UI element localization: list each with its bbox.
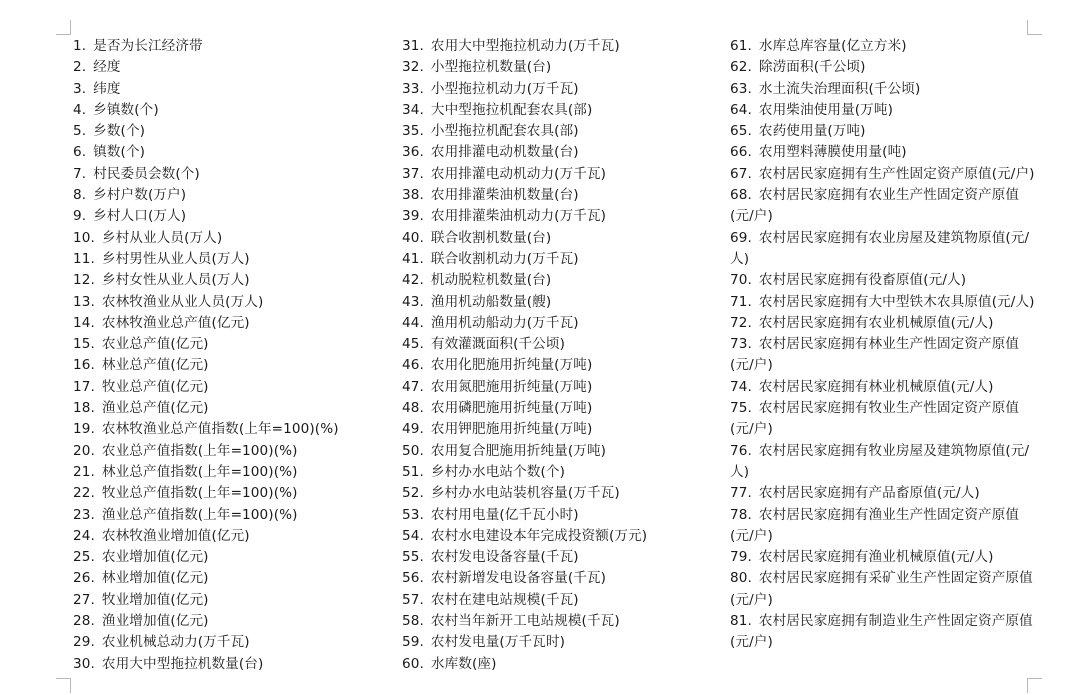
item-label: 农村水电建设本年完成投资额(万元) [430, 527, 648, 544]
item-label: 牧业增加值(亿元) [101, 591, 209, 608]
item-label: 农村用电量(亿千瓦小时) [430, 506, 579, 523]
item-number: 33. [402, 80, 424, 97]
list-item [402, 441, 722, 462]
item-number: 60. [402, 655, 424, 672]
item-label: 乡数(个) [93, 123, 146, 140]
item-number: 16. [73, 357, 95, 374]
list-item [730, 313, 1035, 334]
item-number: 56. [402, 570, 424, 587]
list-item [402, 313, 722, 334]
item-label: 农村当年新开工电站规模(千瓦) [430, 613, 620, 630]
item-label: 有效灌溉面积(千公顷) [430, 336, 565, 353]
item-number: 14. [73, 314, 95, 331]
item-number: 67. [730, 165, 752, 182]
list-item [730, 505, 1035, 548]
item-number: 13. [73, 293, 95, 310]
list-item [402, 121, 722, 142]
item-number: 34. [402, 101, 424, 118]
item-number: 18. [73, 400, 95, 417]
list-item [73, 206, 393, 227]
list-item [730, 483, 1035, 504]
item-number: 52. [402, 485, 424, 502]
list-column-3 [730, 36, 1035, 654]
list-item [402, 568, 722, 589]
item-number: 53. [402, 506, 424, 523]
item-label: 大中型拖拉机配套农具(部) [430, 101, 593, 118]
item-label: 镇数(个) [93, 144, 146, 161]
item-number: 35. [402, 123, 424, 140]
list-item [73, 355, 393, 376]
item-label: 经度 [93, 59, 121, 76]
item-label: 渔用机动船数量(艘) [430, 293, 552, 310]
item-number: 46. [402, 357, 424, 374]
item-number: 32. [402, 59, 424, 76]
item-label: 农村居民家庭拥有农业生产性固定资产原值(元/户) [730, 187, 1020, 225]
item-label: 农用塑料薄膜使用量(吨) [758, 144, 907, 161]
list-item [402, 654, 722, 675]
item-label: 农村居民家庭拥有林业生产性固定资产原值(元/户) [730, 336, 1020, 374]
list-column-2 [402, 36, 722, 675]
item-label: 农用磷肥施用折纯量(万吨) [430, 400, 593, 417]
item-number: 39. [402, 208, 424, 225]
item-label: 渔用机动船动力(万千瓦) [430, 314, 579, 331]
item-number: 65. [730, 123, 752, 140]
item-label: 农用大中型拖拉机动力(万千瓦) [430, 38, 620, 54]
item-number: 12. [73, 272, 95, 289]
item-label: 除涝面积(千公顷) [758, 59, 866, 76]
item-number: 57. [402, 591, 424, 608]
item-label: 牧业总产值指数(上年=100)(%) [101, 485, 298, 502]
item-label: 农村在建电站规模(千瓦) [430, 591, 579, 608]
list-item [73, 164, 393, 185]
item-number: 74. [730, 378, 752, 395]
list-item [402, 292, 722, 313]
item-number: 64. [730, 101, 752, 118]
item-label: 乡村办水电站装机容量(万千瓦) [430, 485, 620, 502]
item-number: 22. [73, 485, 95, 502]
item-label: 林业增加值(亿元) [101, 570, 209, 587]
item-number: 26. [73, 570, 95, 587]
item-number: 30. [73, 655, 95, 672]
item-label: 渔业总产值(亿元) [101, 400, 209, 417]
list-item [73, 292, 393, 313]
item-number: 40. [402, 229, 424, 246]
list-item [730, 185, 1035, 228]
item-label: 农业增加值(亿元) [101, 549, 209, 566]
item-label: 农村居民家庭拥有农业房屋及建筑物原值(元/人) [730, 229, 1030, 267]
list-item [402, 547, 722, 568]
item-label: 乡村从业人员(万人) [101, 229, 223, 246]
item-number: 27. [73, 591, 95, 608]
list-item [73, 57, 393, 78]
list-item [730, 611, 1035, 654]
list-item [402, 79, 722, 100]
item-label: 乡村男性从业人员(万人) [101, 250, 250, 267]
item-label: 水库总库容量(亿立方米) [758, 38, 907, 54]
item-number: 75. [730, 400, 752, 417]
item-number: 3. [73, 80, 87, 97]
item-number: 2. [73, 59, 87, 76]
list-item [730, 377, 1035, 398]
item-label: 村民委员会数(个) [93, 165, 200, 182]
item-number: 51. [402, 463, 424, 480]
item-number: 73. [730, 336, 752, 353]
item-label: 是否为长江经济带 [93, 38, 203, 54]
list-item [402, 419, 722, 440]
item-number: 28. [73, 613, 95, 630]
item-number: 7. [73, 165, 87, 182]
item-label: 农药使用量(万吨) [758, 123, 866, 140]
item-number: 78. [730, 506, 752, 523]
item-number: 1. [73, 38, 87, 54]
item-number: 80. [730, 570, 752, 587]
page-corner-mark-bottom-left [56, 678, 71, 693]
item-label: 牧业总产值(亿元) [101, 378, 209, 395]
item-label: 乡镇数(个) [93, 101, 159, 118]
list-item [73, 547, 393, 568]
item-number: 41. [402, 250, 424, 267]
item-number: 71. [730, 293, 752, 310]
list-item [73, 590, 393, 611]
list-item [730, 441, 1035, 484]
list-item [73, 228, 393, 249]
item-label: 农村居民家庭拥有生产性固定资产原值(元/户) [758, 165, 1035, 182]
list-item [730, 36, 1035, 57]
item-label: 农业总产值指数(上年=100)(%) [101, 442, 298, 459]
list-item [73, 79, 393, 100]
list-item [402, 483, 722, 504]
item-label: 小型拖拉机数量(台) [430, 59, 552, 76]
item-number: 50. [402, 442, 424, 459]
item-label: 农用钾肥施用折纯量(万吨) [430, 421, 593, 438]
list-item [73, 121, 393, 142]
item-label: 农村居民家庭拥有大中型铁木农具原值(元/人) [758, 293, 1035, 310]
item-number: 25. [73, 549, 95, 566]
item-number: 17. [73, 378, 95, 395]
list-item [73, 270, 393, 291]
item-number: 81. [730, 613, 752, 630]
list-item [73, 568, 393, 589]
item-label: 小型拖拉机动力(万千瓦) [430, 80, 579, 97]
item-number: 55. [402, 549, 424, 566]
list-item [402, 611, 722, 632]
item-number: 29. [73, 634, 95, 651]
item-number: 9. [73, 208, 87, 225]
item-label: 农用复合肥施用折纯量(万吨) [430, 442, 607, 459]
item-label: 农林牧渔业总产值(亿元) [101, 314, 250, 331]
list-column-1 [73, 36, 393, 675]
item-number: 19. [73, 421, 95, 438]
list-item [402, 206, 722, 227]
list-item [402, 334, 722, 355]
list-item [402, 398, 722, 419]
item-number: 68. [730, 187, 752, 204]
item-number: 59. [402, 634, 424, 651]
item-label: 机动脱粒机数量(台) [430, 272, 552, 289]
item-label: 农用排灌柴油机动力(万千瓦) [430, 208, 607, 225]
item-number: 6. [73, 144, 87, 161]
item-label: 农林牧渔业总产值指数(上年=100)(%) [101, 421, 339, 438]
list-item [73, 313, 393, 334]
list-item [402, 632, 722, 653]
item-label: 乡村女性从业人员(万人) [101, 272, 250, 289]
item-label: 渔业总产值指数(上年=100)(%) [101, 506, 298, 523]
item-label: 农用大中型拖拉机数量(台) [101, 655, 264, 672]
item-label: 农用排灌柴油机数量(台) [430, 187, 579, 204]
item-number: 44. [402, 314, 424, 331]
list-item [730, 142, 1035, 163]
list-item [402, 36, 722, 57]
list-item [730, 228, 1035, 271]
page-corner-mark-top-right [1027, 20, 1042, 35]
item-label: 农用柴油使用量(万吨) [758, 101, 893, 118]
item-number: 49. [402, 421, 424, 438]
list-item [730, 568, 1035, 611]
list-item [402, 270, 722, 291]
item-label: 农用氮肥施用折纯量(万吨) [430, 378, 593, 395]
list-item [73, 398, 393, 419]
item-label: 联合收割机数量(台) [430, 229, 552, 246]
list-item [402, 185, 722, 206]
page-corner-mark-bottom-right [1027, 678, 1042, 693]
item-label: 纬度 [93, 80, 121, 97]
item-label: 农林牧渔业从业人员(万人) [101, 293, 264, 310]
list-item [402, 505, 722, 526]
item-label: 农用排灌电动机数量(台) [430, 144, 579, 161]
item-label: 农村居民家庭拥有牧业生产性固定资产原值(元/户) [730, 400, 1020, 438]
list-item [73, 142, 393, 163]
item-number: 70. [730, 272, 752, 289]
list-item [730, 547, 1035, 568]
item-number: 61. [730, 38, 752, 54]
page-corner-mark-top-left [56, 20, 71, 35]
item-label: 林业总产值(亿元) [101, 357, 209, 374]
list-item [73, 185, 393, 206]
list-item [402, 355, 722, 376]
list-item [73, 462, 393, 483]
item-label: 水土流失治理面积(千公顷) [758, 80, 921, 97]
item-label: 农村居民家庭拥有渔业机械原值(元/人) [758, 549, 994, 566]
item-number: 20. [73, 442, 95, 459]
item-label: 渔业增加值(亿元) [101, 613, 209, 630]
item-number: 24. [73, 527, 95, 544]
item-number: 66. [730, 144, 752, 161]
list-item [402, 142, 722, 163]
list-item [730, 398, 1035, 441]
item-label: 农村居民家庭拥有林业机械原值(元/人) [758, 378, 994, 395]
item-label: 农用排灌电动机动力(万千瓦) [430, 165, 607, 182]
item-label: 林业总产值指数(上年=100)(%) [101, 463, 298, 480]
list-item [730, 270, 1035, 291]
item-label: 小型拖拉机配套农具(部) [430, 123, 579, 140]
list-item [73, 334, 393, 355]
list-item [73, 100, 393, 121]
item-label: 农村居民家庭拥有渔业生产性固定资产原值(元/户) [730, 506, 1020, 544]
item-number: 76. [730, 442, 752, 459]
list-item [73, 632, 393, 653]
list-item [73, 505, 393, 526]
list-item [402, 377, 722, 398]
list-item [730, 100, 1035, 121]
list-item [730, 121, 1035, 142]
list-item [73, 654, 393, 675]
list-item [730, 79, 1035, 100]
list-item [73, 419, 393, 440]
item-label: 农村发电量(万千瓦时) [430, 634, 565, 651]
item-label: 农村居民家庭拥有采矿业生产性固定资产原值(元/户) [730, 570, 1033, 608]
item-number: 54. [402, 527, 424, 544]
item-label: 农业机械总动力(万千瓦) [101, 634, 250, 651]
list-item [73, 526, 393, 547]
item-number: 58. [402, 613, 424, 630]
item-number: 8. [73, 187, 87, 204]
item-label: 农村居民家庭拥有产品畜原值(元/人) [758, 485, 980, 502]
item-label: 农村新增发电设备容量(千瓦) [430, 570, 607, 587]
item-label: 水库数(座) [430, 655, 497, 672]
item-label: 联合收割机动力(万千瓦) [430, 250, 579, 267]
item-label: 农林牧渔业增加值(亿元) [101, 527, 250, 544]
list-item [402, 526, 722, 547]
item-label: 农村居民家庭拥有制造业生产性固定资产原值(元/户) [730, 613, 1033, 651]
item-number: 36. [402, 144, 424, 161]
list-item [73, 611, 393, 632]
item-number: 79. [730, 549, 752, 566]
list-item [402, 462, 722, 483]
item-number: 10. [73, 229, 95, 246]
item-label: 乡村人口(万人) [93, 208, 187, 225]
item-number: 38. [402, 187, 424, 204]
list-item [402, 590, 722, 611]
list-item [402, 249, 722, 270]
item-number: 47. [402, 378, 424, 395]
item-label: 农村居民家庭拥有役畜原值(元/人) [758, 272, 967, 289]
item-number: 37. [402, 165, 424, 182]
item-number: 72. [730, 314, 752, 331]
item-number: 21. [73, 463, 95, 480]
item-number: 11. [73, 250, 95, 267]
item-label: 农村发电设备容量(千瓦) [430, 549, 579, 566]
item-number: 23. [73, 506, 95, 523]
item-label: 农业总产值(亿元) [101, 336, 209, 353]
item-number: 4. [73, 101, 87, 118]
list-item [402, 228, 722, 249]
list-item [730, 164, 1035, 185]
item-label: 乡村户数(万户) [93, 187, 187, 204]
item-number: 42. [402, 272, 424, 289]
list-item [73, 249, 393, 270]
list-item [402, 57, 722, 78]
item-label: 农用化肥施用折纯量(万吨) [430, 357, 593, 374]
item-number: 31. [402, 38, 424, 54]
item-label: 乡村办水电站个数(个) [430, 463, 565, 480]
item-number: 62. [730, 59, 752, 76]
list-item [402, 164, 722, 185]
item-label: 农村居民家庭拥有农业机械原值(元/人) [758, 314, 994, 331]
item-number: 45. [402, 336, 424, 353]
list-item [730, 292, 1035, 313]
item-number: 5. [73, 123, 87, 140]
list-item [73, 36, 393, 57]
item-label: 农村居民家庭拥有牧业房屋及建筑物原值(元/人) [730, 442, 1030, 480]
list-item [73, 441, 393, 462]
list-item [730, 57, 1035, 78]
item-number: 15. [73, 336, 95, 353]
item-number: 43. [402, 293, 424, 310]
list-item [73, 483, 393, 504]
item-number: 69. [730, 229, 752, 246]
item-number: 63. [730, 80, 752, 97]
list-item [730, 334, 1035, 377]
item-number: 48. [402, 400, 424, 417]
item-number: 77. [730, 485, 752, 502]
list-item [402, 100, 722, 121]
list-item [73, 377, 393, 398]
